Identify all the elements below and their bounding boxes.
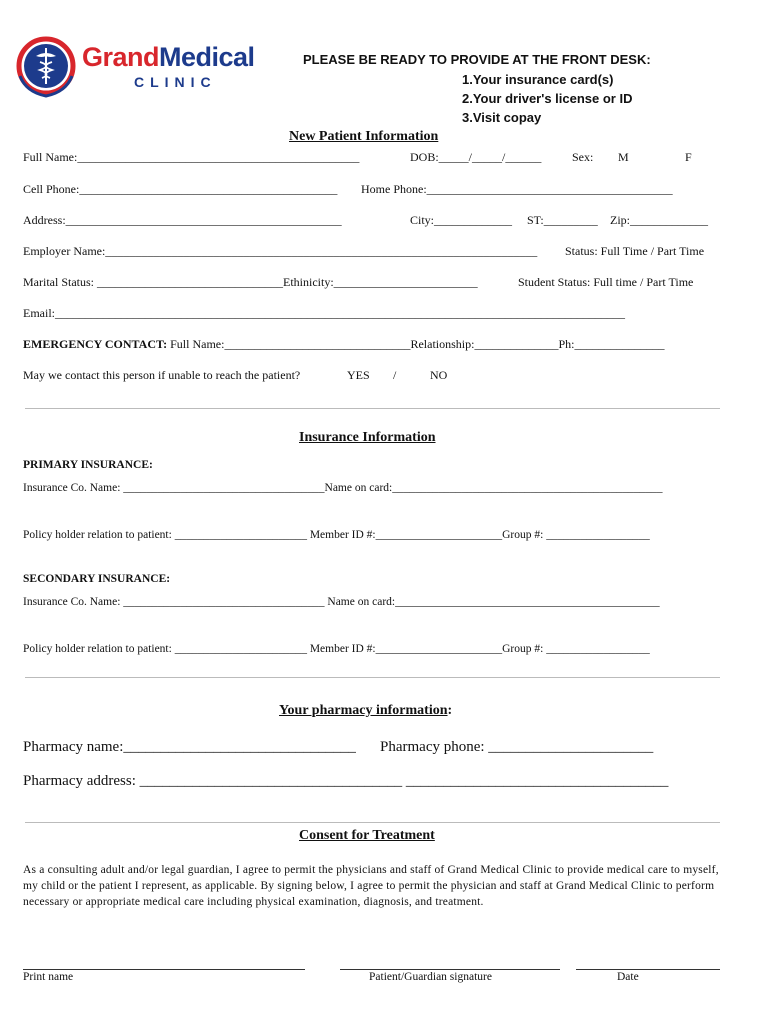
home-phone-field[interactable]: Home Phone:_________________________________________ <box>361 182 673 196</box>
state-field[interactable]: ST:_________ <box>527 213 598 227</box>
consent-title: Consent for Treatment <box>299 828 435 843</box>
employment-status-options[interactable]: Status: Full Time / Part Time <box>565 244 705 258</box>
front-desk-item: 2.Your driver's license or ID <box>462 91 633 106</box>
consent-text: As a consulting adult and/or legal guardian, I agree to permit the physicians and staff of Grand Medical Clinic to provide medical care to myself, my child or the patient I represent, as applicable. By signing below, I agree to permit the physician and staff at Grand Medical Clinic to perform necessary or appropriate medical care including physical examination, diagnosis, and treatment. <box>23 864 719 908</box>
section-divider <box>25 822 720 823</box>
front-desk-item: 3.Visit copay <box>462 110 542 125</box>
sex-label: Sex: <box>572 150 594 164</box>
clinic-logo <box>14 36 274 100</box>
primary-insurance-name-field[interactable]: Insurance Co. Name: ___________________________________Name on card:_______________________________________________ <box>23 482 663 494</box>
section-divider <box>25 408 720 409</box>
sex-option-f[interactable]: F <box>685 150 692 164</box>
date-label: Date <box>617 971 639 983</box>
pharmacy-title: Your pharmacy information: <box>279 703 453 718</box>
caduceus-emblem-icon <box>14 36 78 100</box>
signature-line[interactable] <box>340 969 560 970</box>
secondary-insurance-label: SECONDARY INSURANCE: <box>23 573 171 585</box>
print-name-label: Print name <box>23 971 74 983</box>
contact-permission-question: May we contact this person if unable to reach the patient? <box>23 368 301 382</box>
city-field[interactable]: City:_____________ <box>410 213 513 227</box>
insurance-title: Insurance Information <box>299 430 436 445</box>
section-divider <box>25 677 720 678</box>
employer-field[interactable]: Employer Name:________________________________________________________________________ <box>23 244 538 258</box>
contact-no-option[interactable]: NO <box>430 368 448 382</box>
option-separator: / <box>393 368 397 382</box>
primary-policy-field[interactable]: Policy holder relation to patient: _______________________ Member ID #:______________________Group #: __________________ <box>23 529 650 541</box>
student-status-options[interactable]: Student Status: Full time / Part Time <box>518 275 694 289</box>
brand-name: GrandMedical <box>82 42 255 72</box>
front-desk-item: 1.Your insurance card(s) <box>462 72 614 87</box>
cell-phone-field[interactable]: Cell Phone:___________________________________________ <box>23 182 338 196</box>
pharmacy-name-field[interactable]: Pharmacy name:_______________________________ <box>23 739 356 755</box>
email-field[interactable]: Email:_______________________________________________________________________________________________ <box>23 306 625 320</box>
brand-subtitle: CLINIC <box>134 74 217 90</box>
date-line[interactable] <box>576 969 720 970</box>
secondary-insurance-name-field[interactable]: Insurance Co. Name: ___________________________________ Name on card:______________________________________________ <box>23 596 660 608</box>
new-patient-title: New Patient Information <box>289 129 439 144</box>
pharmacy-phone-field[interactable]: Pharmacy phone: ______________________ <box>380 739 654 755</box>
zip-field[interactable]: Zip:_____________ <box>610 213 708 227</box>
secondary-policy-field[interactable]: Policy holder relation to patient: _______________________ Member ID #:______________________Group #: __________________ <box>23 643 650 655</box>
signature-label: Patient/Guardian signature <box>369 971 492 983</box>
pharmacy-address-field[interactable]: Pharmacy address: ___________________________________ ___________________________________ <box>23 773 669 789</box>
address-field[interactable]: Address:______________________________________________ <box>23 213 342 227</box>
front-desk-heading: PLEASE BE READY TO PROVIDE AT THE FRONT DESK: <box>303 52 651 67</box>
print-name-line[interactable] <box>23 969 305 970</box>
primary-insurance-label: PRIMARY INSURANCE: <box>23 459 153 471</box>
dob-field[interactable]: DOB:_____/_____/______ <box>410 150 542 164</box>
full-name-field[interactable]: Full Name:_______________________________________________ <box>23 150 360 164</box>
contact-yes-option[interactable]: YES <box>347 368 370 382</box>
emergency-contact-row[interactable]: EMERGENCY CONTACT: Full Name:_______________________________Relationship:______________Ph:_______________ <box>23 337 665 351</box>
sex-option-m[interactable]: M <box>618 150 629 164</box>
marital-ethnicity-field[interactable]: Marital Status: _______________________________Ethinicity:________________________ <box>23 275 478 289</box>
emergency-contact-label: EMERGENCY CONTACT: <box>23 337 168 351</box>
